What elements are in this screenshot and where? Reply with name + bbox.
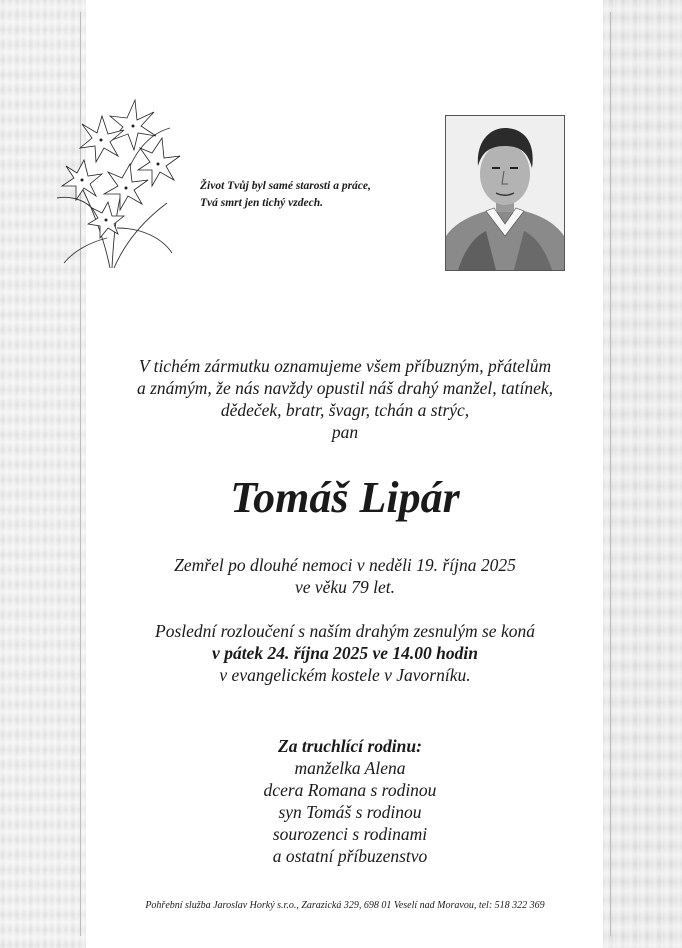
announcement-line-4: pan	[331, 422, 359, 442]
funeral-date-time: v pátek 24. října 2025 ve 14.00 hodin	[212, 643, 478, 663]
family-member: manželka Alena	[294, 758, 406, 778]
funeral-details	[100, 620, 590, 686]
mourning-family	[200, 735, 500, 867]
announcement-line-3: dědeček, bratr, švagr, tchán a strýc,	[220, 400, 470, 420]
family-heading: Za truchlící rodinu:	[278, 736, 422, 756]
right-decorative-border	[603, 0, 682, 948]
verse-line-2: Tvá smrt jen tichý vzdech.	[200, 197, 323, 209]
right-frame-line	[610, 12, 611, 936]
announcement-text	[100, 355, 590, 443]
deceased-name: Tomáš Lipár	[230, 473, 460, 522]
family-member: a ostatní příbuzenstvo	[272, 846, 428, 866]
portrait-photo	[445, 115, 565, 271]
portrait-image	[446, 116, 564, 270]
lily-bouquet-icon	[52, 78, 192, 273]
memorial-verse	[200, 178, 440, 212]
family-member: dcera Romana s rodinou	[263, 780, 437, 800]
death-line-2: ve věku 79 let.	[294, 577, 396, 597]
death-line-1: Zemřel po dlouhé nemoci v neděli 19. října 2025	[174, 555, 516, 575]
funeral-line-1: Poslední rozloučení s naším drahým zesnulým se koná	[155, 621, 535, 641]
verse-line-1: Život Tvůj byl samé starosti a práce,	[200, 180, 371, 192]
death-details	[100, 554, 590, 598]
funeral-service-footer: Pohřební služba Jaroslav Horký s.r.o., Zarazická 329, 698 01 Veselí nad Moravou, tel: 518 322 369	[145, 900, 545, 911]
family-member: sourozenci s rodinami	[272, 824, 428, 844]
family-member: syn Tomáš s rodinou	[278, 802, 422, 822]
announcement-line-1: V tichém zármutku oznamujeme všem příbuzným, přátelům	[138, 356, 552, 376]
announcement-line-2: a známým, že nás navždy opustil náš drahý manžel, tatínek,	[136, 378, 554, 398]
funeral-location: v evangelickém kostele v Javorníku.	[219, 665, 471, 685]
